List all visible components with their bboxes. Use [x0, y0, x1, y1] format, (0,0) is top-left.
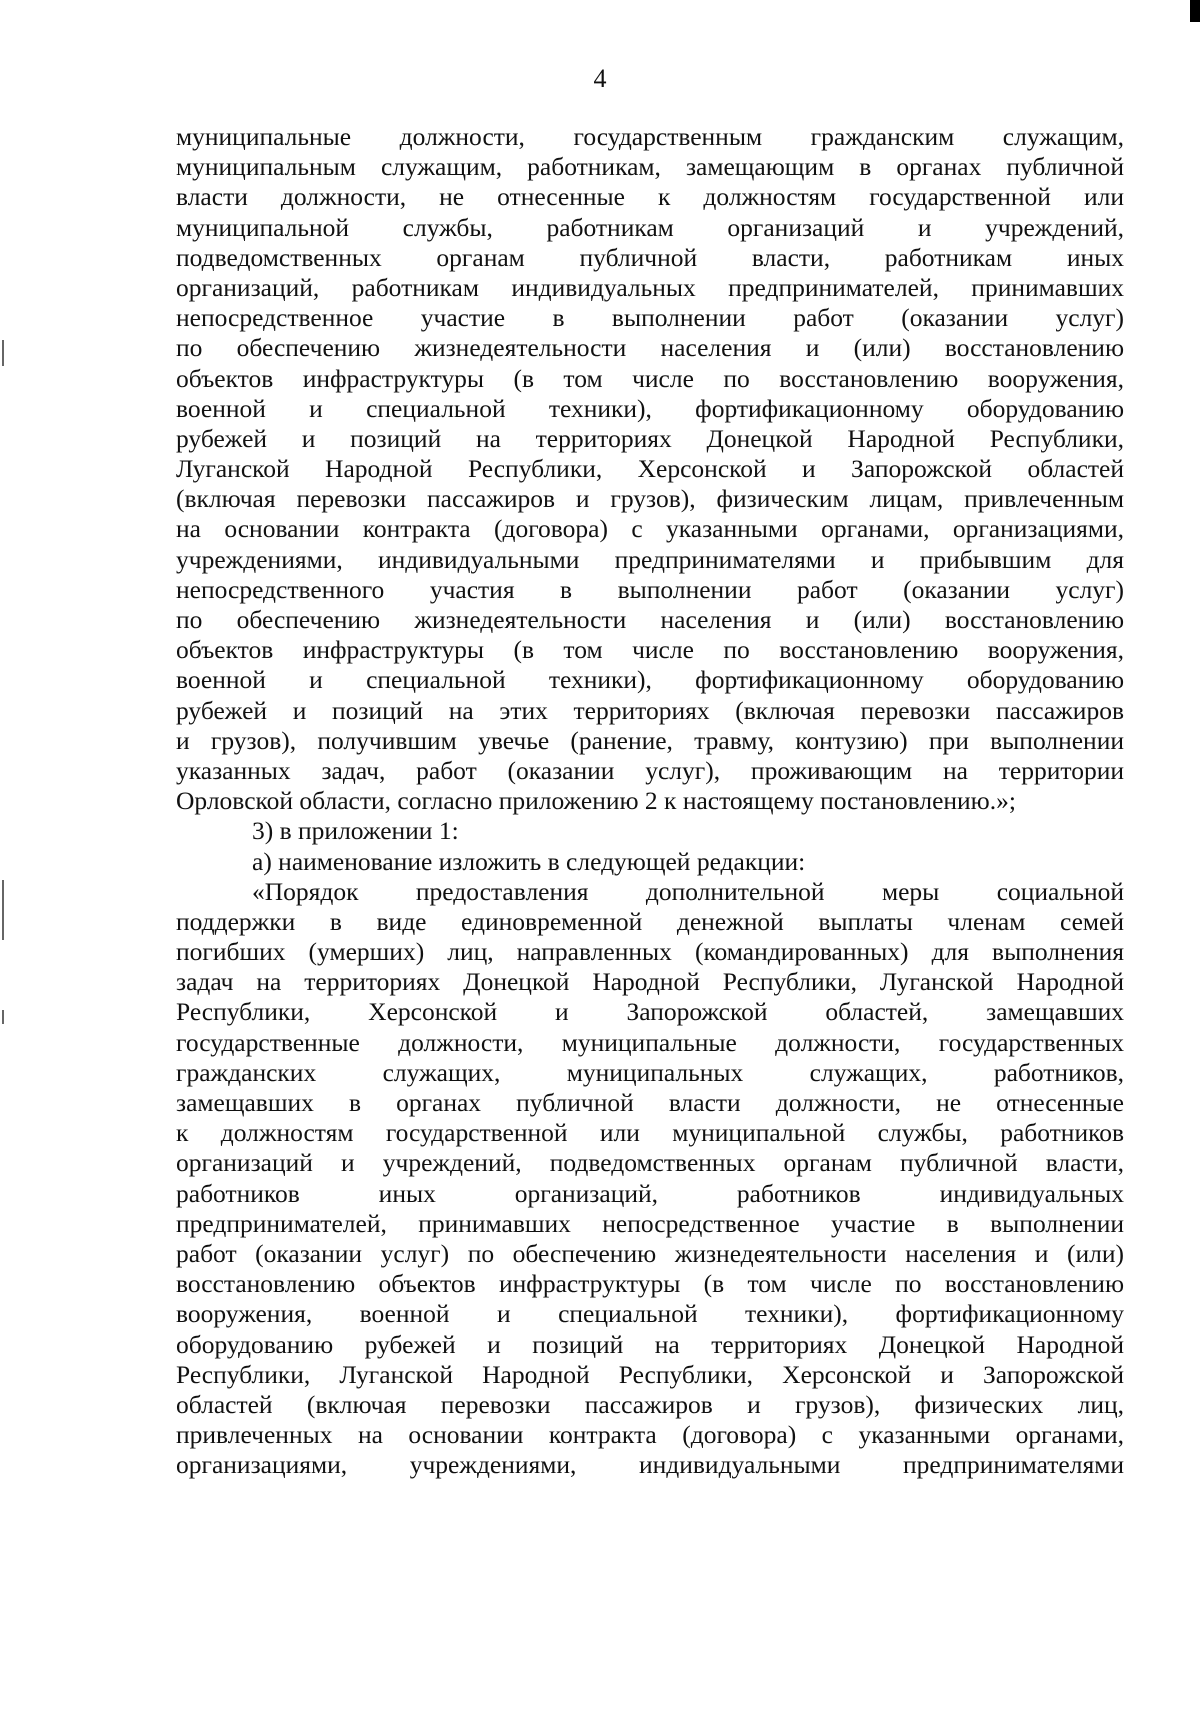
text-line: рубежей и позиций на этих территориях (включая перевозки пассажиров — [176, 695, 1124, 725]
text-line: муниципальным служащим, работникам, замещающим в органах публичной — [176, 152, 1124, 182]
text-line: по обеспечению жизнедеятельности населения и (или) восстановлению — [176, 333, 1124, 363]
scan-margin-mark — [2, 880, 4, 940]
text-line: организациями, учреждениями, индивидуальными предпринимателями — [176, 1450, 1124, 1480]
text-line: по обеспечению жизнедеятельности населения и (или) восстановлению — [176, 605, 1124, 634]
text-line: (включая перевозки пассажиров и грузов), физическим лицам, привлеченным — [176, 484, 1124, 514]
text-line: государственные должности, муниципальные должности, государственных — [176, 1027, 1124, 1057]
text-line: 3) в приложении 1: — [252, 816, 459, 846]
text-line: «Порядок предоставления дополнительной меры социальной — [252, 876, 1124, 906]
text-line: Республики, Херсонской и Запорожской областей, замещавших — [176, 997, 1124, 1027]
text-line: привлеченных на основании контракта (договора) с указанными органами, — [176, 1420, 1124, 1450]
text-line: на основании контракта (договора) с указанными органами, организациями, — [176, 514, 1124, 544]
text-line: работ (оказании услуг) по обеспечению жизнедеятельности населения и (или) — [176, 1238, 1124, 1268]
text-line: объектов инфраструктуры (в том числе по восстановлению вооружения, — [176, 363, 1124, 393]
text-line: непосредственного участия в выполнении работ (оказании услуг) — [176, 574, 1124, 604]
text-line: а) наименование изложить в следующей редакции: — [252, 846, 806, 876]
text-line: областей (включая перевозки пассажиров и грузов), физических лиц, — [176, 1389, 1124, 1419]
text-line: поддержки в виде единовременной денежной выплаты членам семей — [176, 906, 1124, 936]
scan-corner-mark — [1190, 0, 1200, 22]
body-text — [176, 122, 1124, 1480]
text-line: военной и специальной техники), фортификационному оборудованию — [176, 393, 1124, 423]
text-line: Республики, Луганской Народной Республики, Херсонской и Запорожской — [176, 1359, 1124, 1389]
text-line: и грузов), получившим увечье (ранение, травму, контузию) при выполнении — [176, 725, 1124, 755]
text-line: организаций, работникам индивидуальных предпринимателей, принимавших — [176, 272, 1124, 302]
text-line: Орловской области, согласно приложению 2 к настоящему постановлению.»; — [176, 786, 1016, 816]
text-line: оборудованию рубежей и позиций на территориях Донецкой Народной — [176, 1329, 1124, 1359]
text-line: учреждениями, индивидуальными предпринимателями и прибывшим для — [176, 544, 1124, 574]
text-line: муниципальной службы, работникам организаций и учреждений, — [176, 212, 1124, 242]
text-line: Луганской Народной Республики, Херсонской и Запорожской областей — [176, 454, 1124, 484]
text-line: к должностям государственной или муниципальной службы, работников — [176, 1118, 1124, 1148]
text-line: гражданских служащих, муниципальных служащих, работников, — [176, 1057, 1124, 1087]
text-line: военной и специальной техники), фортификационному оборудованию — [176, 665, 1124, 695]
text-line: организаций и учреждений, подведомственных органам публичной власти, — [176, 1148, 1124, 1178]
text-line: власти должности, не отнесенные к должностям государственной или — [176, 182, 1124, 212]
text-line: непосредственное участие в выполнении работ (оказании услуг) — [176, 303, 1124, 333]
text-line: предпринимателей, принимавших непосредственное участие в выполнении — [176, 1208, 1124, 1238]
scan-margin-mark — [2, 340, 4, 366]
text-line: объектов инфраструктуры (в том числе по восстановлению вооружения, — [176, 635, 1124, 665]
text-line: задач на территориях Донецкой Народной Республики, Луганской Народной — [176, 967, 1124, 997]
page-number: 4 — [593, 64, 607, 93]
scan-margin-mark — [2, 1010, 4, 1024]
text-line: муниципальные должности, государственным гражданским служащим, — [176, 122, 1124, 151]
text-line: работников иных организаций, работников индивидуальных — [176, 1178, 1124, 1208]
text-line: указанных задач, работ (оказании услуг), проживающим на территории — [176, 755, 1124, 785]
text-line: восстановлению объектов инфраструктуры (в том числе по восстановлению — [176, 1269, 1124, 1299]
text-line: рубежей и позиций на территориях Донецкой Народной Республики, — [176, 423, 1124, 453]
text-line: подведомственных органам публичной власти, работникам иных — [176, 242, 1124, 272]
text-line: вооружения, военной и специальной техники), фортификационному — [176, 1299, 1124, 1329]
text-line: замещавших в органах публичной власти должности, не отнесенные — [176, 1088, 1124, 1117]
text-line: погибших (умерших) лиц, направленных (командированных) для выполнения — [176, 937, 1124, 967]
